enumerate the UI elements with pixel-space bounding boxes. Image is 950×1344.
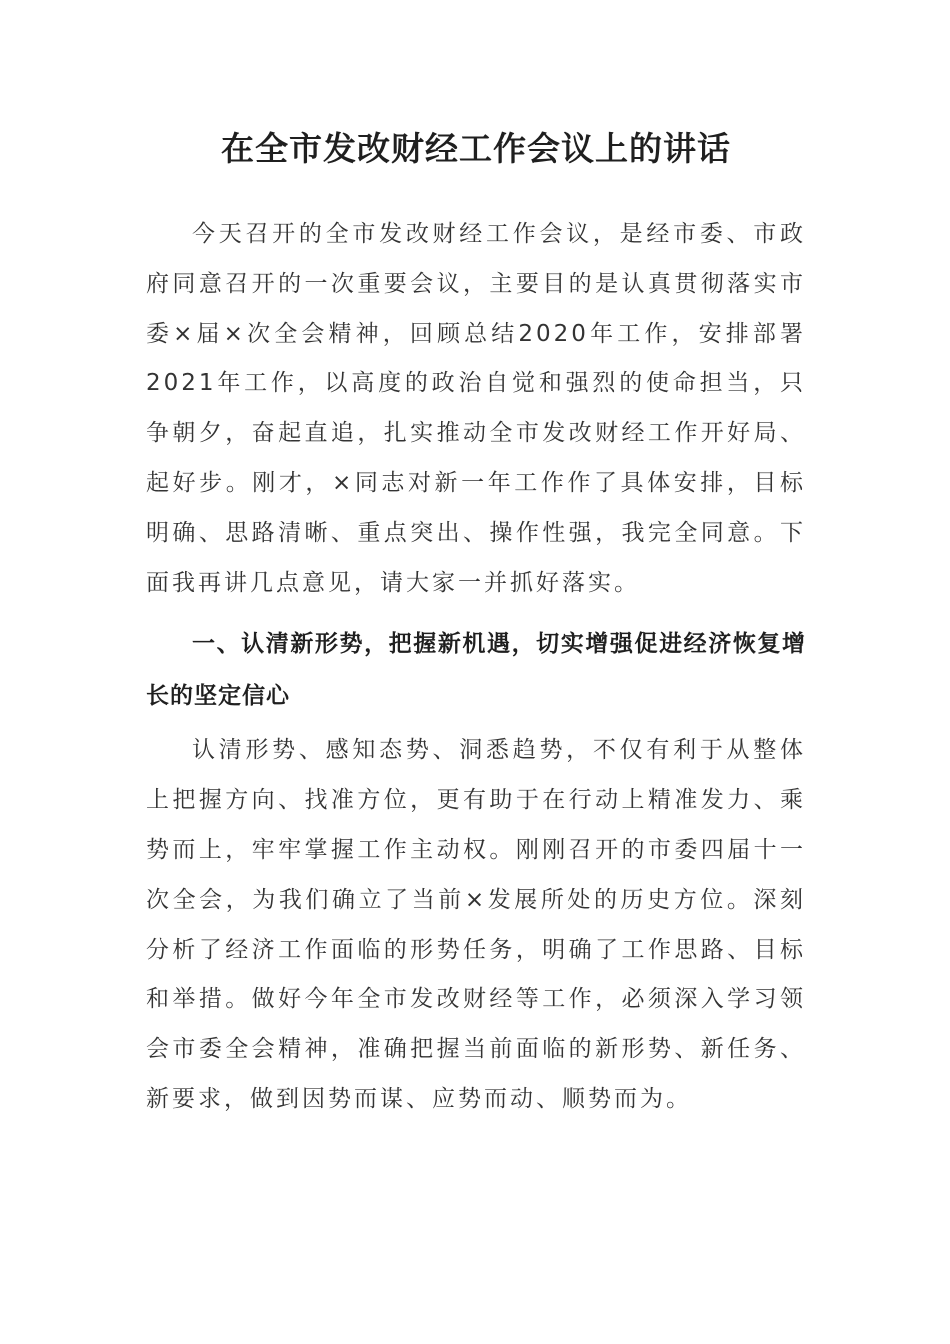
document-title: 在全市发改财经工作会议上的讲话	[221, 129, 731, 168]
intro-paragraph: 今天召开的全市发改财经工作会议，是经市委、市政府同意召开的一次重要会议，主要目的是认真贯彻落实市委×届×次全会精神，回顾总结2020年工作，安排部署2021年工作，以高度的政治自觉和强烈的使命担当，只争朝夕，奋起直追，扎实推动全市发改财经工作开好局、起好步。刚才，×同志对新一年工作作了具体安排，目标明确、思路清晰、重点突出、操作性强，我完全同意。下面我再讲几点意见，请大家一并抓好落实。	[146, 221, 806, 596]
paragraph-gap	[146, 608, 806, 618]
document-body	[146, 118, 806, 1125]
section-heading-1: 一、认清新形势，把握新机遇，切实增强促进经济恢复增长的坚定信心	[146, 631, 806, 710]
section-1-paragraph: 认清形势、感知态势、洞悉趋势，不仅有利于从整体上把握方向、找准方位，更有助于在行动上精准发力、乘势而上，牢牢掌握工作主动权。刚刚召开的市委四届十一次全会，为我们确立了当前×发展所处的历史方位。深刻分析了经济工作面临的形势任务，明确了工作思路、目标和举措。做好今年全市发改财经等工作，必须深入学习领会市委全会精神，准确把握当前面临的新形势、新任务、新要求，做到因势而谋、应势而动、顺势而为。	[146, 737, 806, 1112]
